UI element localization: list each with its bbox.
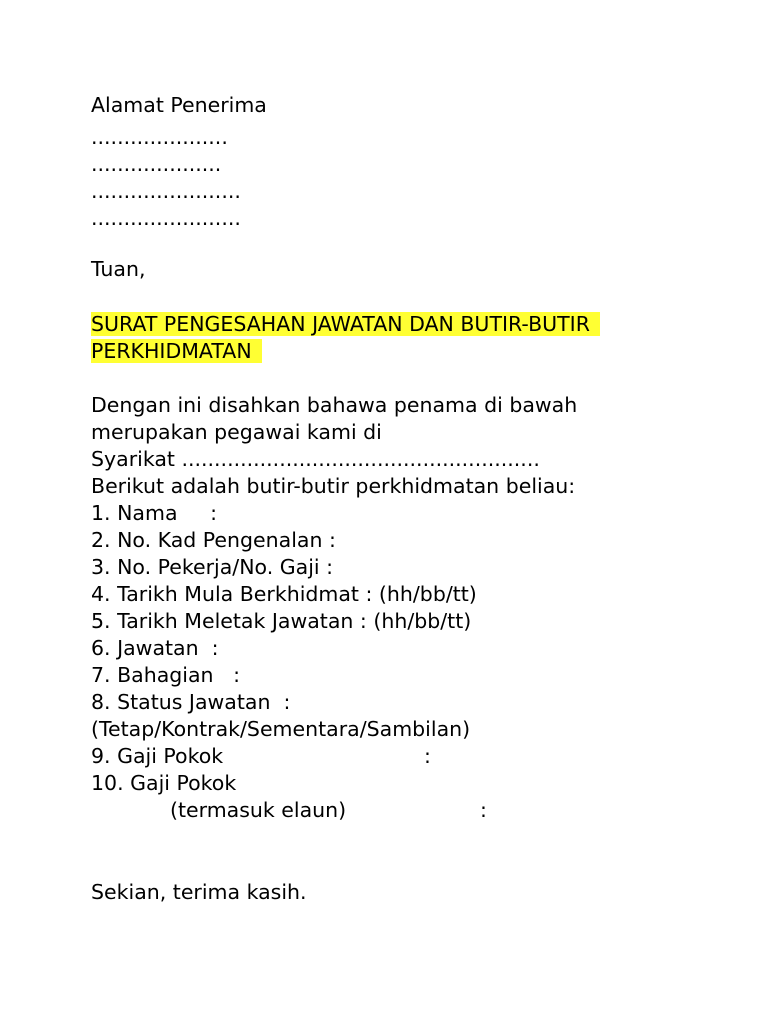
item-jawatan: 6. Jawatan : xyxy=(91,636,219,660)
recipient-line-4: ....................... xyxy=(91,206,241,230)
item-gaji-pokok-2: 10. Gaji Pokok xyxy=(91,771,237,795)
body-line-4: Berikut adalah butir-butir perkhidmatan beliau: xyxy=(91,474,576,498)
item-kad-pengenalan: 2. No. Kad Pengenalan : xyxy=(91,528,336,552)
item-gaji-pokok-colon: : xyxy=(424,744,431,768)
item-termasuk-elaun: (termasuk elaun) xyxy=(170,798,347,822)
body-line-2: merupakan pegawai kami di xyxy=(91,420,382,444)
item-no-pekerja: 3. No. Pekerja/No. Gaji : xyxy=(91,555,334,579)
item-tarikh-meletak: 5. Tarikh Meletak Jawatan : (hh/bb/tt) xyxy=(91,609,472,633)
recipient-label: Alamat Penerima xyxy=(91,93,267,117)
body-line-1: Dengan ini disahkan bahawa penama di bawah xyxy=(91,393,578,417)
salutation: Tuan, xyxy=(91,257,146,281)
subject-highlight-2: PERKHIDMATAN xyxy=(91,339,262,363)
item-termasuk-elaun-colon: : xyxy=(480,798,487,822)
item-nama: 1. Nama : xyxy=(91,501,217,525)
item-status-jawatan: 8. Status Jawatan : xyxy=(91,690,291,714)
recipient-line-3: ....................... xyxy=(91,179,241,203)
closing: Sekian, terima kasih. xyxy=(91,880,307,904)
body-line-3: Syarikat ....................................................... xyxy=(91,447,540,471)
item-tarikh-mula: 4. Tarikh Mula Berkhidmat : (hh/bb/tt) xyxy=(91,582,477,606)
subject-highlight-1: SURAT PENGESAHAN JAWATAN DAN BUTIR-BUTIR xyxy=(91,312,600,336)
recipient-line-2: .................... xyxy=(91,152,222,176)
recipient-line-1: ..................... xyxy=(91,125,228,149)
subject-line-2 xyxy=(91,338,262,365)
subject-line-1 xyxy=(91,311,600,338)
item-gaji-pokok: 9. Gaji Pokok xyxy=(91,744,224,768)
item-bahagian: 7. Bahagian : xyxy=(91,663,240,687)
item-status-options: (Tetap/Kontrak/Sementara/Sambilan) xyxy=(91,717,471,741)
